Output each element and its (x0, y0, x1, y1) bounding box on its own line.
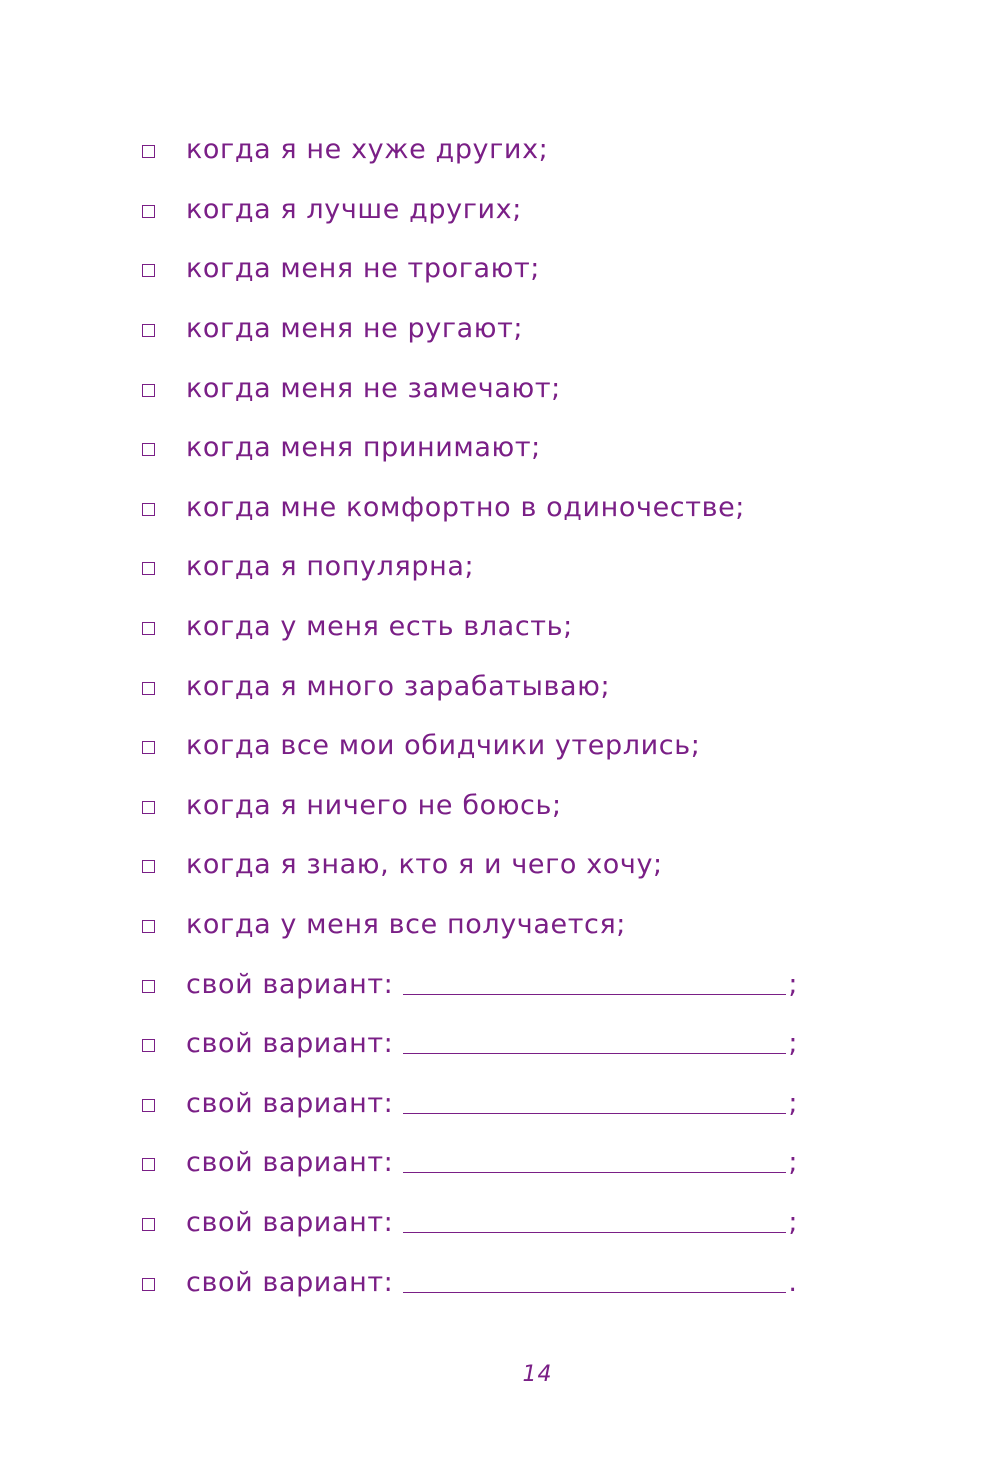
fill-in-line[interactable] (403, 972, 786, 995)
item-label: когда я популярна; (186, 551, 475, 583)
item-end-punctuation: ; (788, 1028, 799, 1060)
checklist-item (142, 239, 902, 299)
checkbox[interactable] (142, 205, 155, 218)
item-label: когда у меня есть власть; (186, 611, 573, 643)
item-end-punctuation: . (788, 1266, 798, 1298)
checklist-item (142, 835, 902, 895)
fill-in-line[interactable] (403, 1031, 786, 1054)
checklist-item (142, 776, 902, 836)
checkbox[interactable] (142, 980, 155, 993)
item-label: когда я не хуже других; (186, 134, 549, 166)
checkbox[interactable] (142, 264, 155, 277)
item-label: когда меня не ругают; (186, 313, 524, 345)
item-label: свой вариант: (186, 1028, 394, 1060)
item-label: когда я знаю, кто я и чего хочу; (186, 849, 663, 881)
checkbox[interactable] (142, 324, 155, 337)
checkbox[interactable] (142, 682, 155, 695)
item-label: свой вариант: (186, 1147, 394, 1179)
checkbox[interactable] (142, 1099, 155, 1112)
checkbox[interactable] (142, 860, 155, 873)
checkbox[interactable] (142, 1158, 155, 1171)
checkbox[interactable] (142, 443, 155, 456)
fill-in-line[interactable] (403, 1091, 786, 1114)
checkbox[interactable] (142, 384, 155, 397)
custom-option-item (142, 1193, 902, 1253)
checklist-item (142, 358, 902, 418)
checklist-item (142, 537, 902, 597)
item-label: свой вариант: (186, 1266, 394, 1298)
item-label: когда я ничего не боюсь; (186, 789, 562, 821)
fill-in-line[interactable] (403, 1150, 786, 1173)
checklist-item (142, 597, 902, 657)
checkbox[interactable] (142, 1218, 155, 1231)
item-label: когда все мои обидчики утерлись; (186, 730, 701, 762)
page-number: 14 (522, 1362, 553, 1387)
item-end-punctuation: ; (788, 1087, 799, 1119)
item-label: свой вариант: (186, 1087, 394, 1119)
checklist-item (142, 180, 902, 240)
custom-option-item (142, 1133, 902, 1193)
fill-in-line[interactable] (403, 1270, 786, 1293)
checklist-item (142, 299, 902, 359)
item-label: когда мне комфортно в одиночестве; (186, 491, 746, 523)
checklist-item (142, 656, 902, 716)
checkbox[interactable] (142, 801, 155, 814)
checkbox[interactable] (142, 622, 155, 635)
checklist-item (142, 418, 902, 478)
checkbox[interactable] (142, 503, 155, 516)
item-end-punctuation: ; (788, 1206, 799, 1238)
fill-in-line[interactable] (403, 1210, 786, 1233)
checkbox[interactable] (142, 562, 155, 575)
item-end-punctuation: ; (788, 1147, 799, 1179)
checkbox[interactable] (142, 145, 155, 158)
checklist-item (142, 895, 902, 955)
item-label: когда меня не замечают; (186, 372, 561, 404)
custom-option-item (142, 1074, 902, 1134)
item-label: когда меня принимают; (186, 432, 541, 464)
custom-option-item (142, 1014, 902, 1074)
checkbox[interactable] (142, 1278, 155, 1291)
checkbox[interactable] (142, 741, 155, 754)
item-label: когда я лучше других; (186, 193, 522, 225)
checkbox[interactable] (142, 920, 155, 933)
item-end-punctuation: ; (788, 968, 799, 1000)
item-label: когда меня не трогают; (186, 253, 540, 285)
item-label: свой вариант: (186, 968, 394, 1000)
item-label: свой вариант: (186, 1206, 394, 1238)
custom-option-item (142, 954, 902, 1014)
item-label: когда у меня все получается; (186, 909, 627, 941)
checklist-item (142, 716, 902, 776)
checklist-item (142, 120, 902, 180)
checklist-item (142, 478, 902, 538)
checkbox[interactable] (142, 1039, 155, 1052)
checklist (142, 120, 902, 1312)
custom-option-item (142, 1252, 902, 1312)
item-label: когда я много зарабатываю; (186, 670, 611, 702)
